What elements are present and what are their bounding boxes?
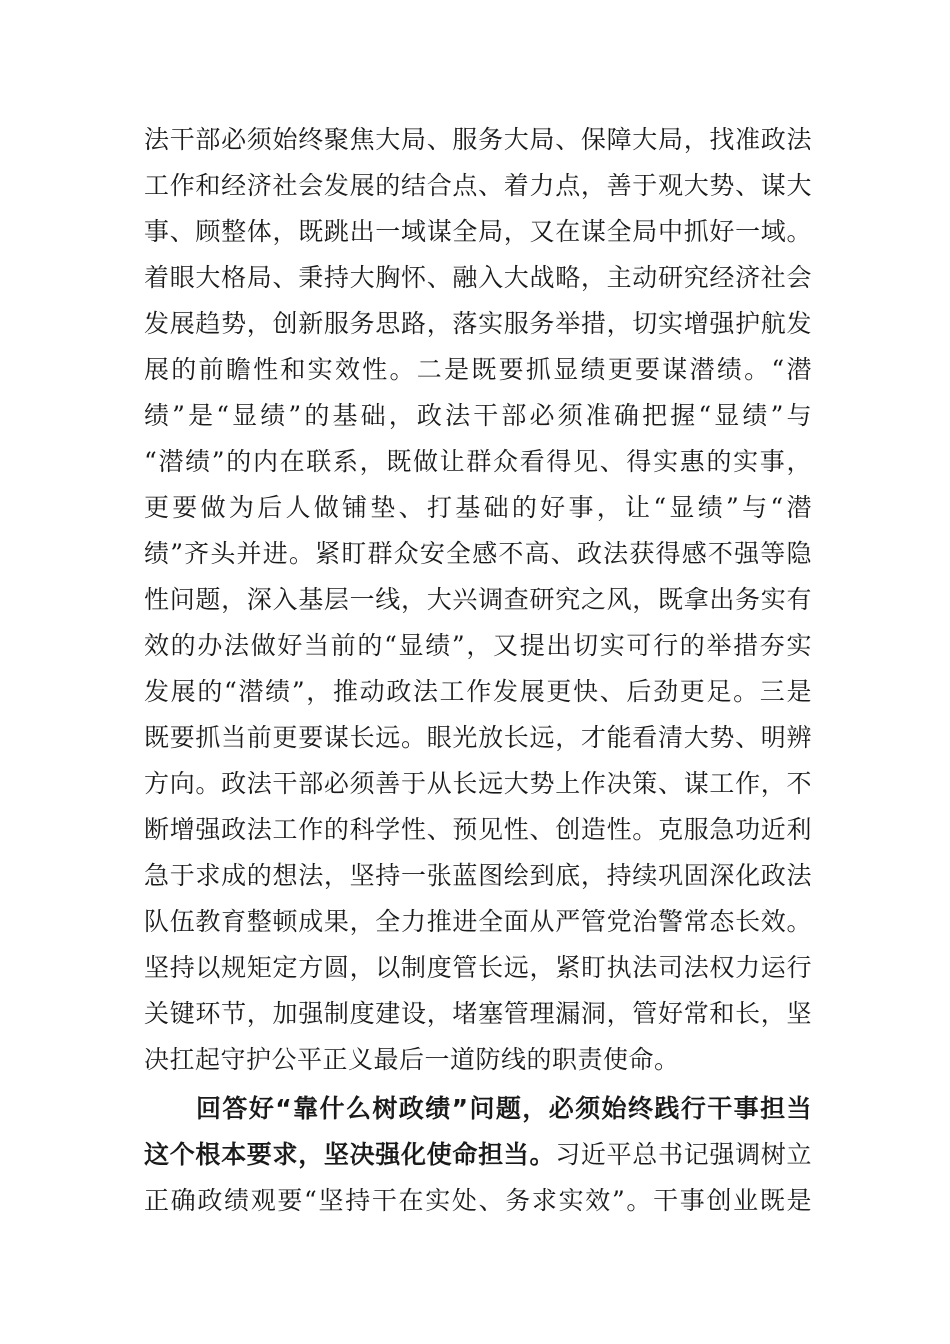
text-line: “潜绩”的内在联系，既做让群众看得见、得实惠的实事，: [144, 447, 812, 476]
text-line: 关键环节，加强制度建设，堵塞管理漏洞，管好常和长，坚: [144, 999, 812, 1028]
text-line: 队伍教育整顿成果，全力推进全面从严管党治警常态长效。: [144, 907, 812, 936]
text-line: 发展趋势，创新服务思路，落实服务举措，切实增强护航发: [144, 309, 812, 338]
text-line: 决扛起守护公平正义最后一道防线的职责使命。: [144, 1045, 680, 1074]
text-line: 急于求成的想法，坚持一张蓝图绘到底，持续巩固深化政法: [144, 861, 812, 890]
text-line: 坚持以规矩定方圆，以制度管长远，紧盯执法司法权力运行: [144, 953, 812, 982]
text-line: 展的前瞻性和实效性。二是既要抓显绩更要谋潜绩。“潜: [144, 355, 812, 384]
sentence-start: 习近平总书记强调树立: [555, 1140, 812, 1169]
text-line: 正确政绩观要“坚持干在实处、务求实效”。干事创业既是: [144, 1186, 812, 1215]
text-line: 方向。政法干部必须善于从长远大势上作决策、谋工作，不: [144, 769, 812, 798]
text-line: 法干部必须始终聚焦大局、服务大局、保障大局，找准政法: [144, 125, 812, 154]
text-line: 性问题，深入基层一线，大兴调查研究之风，既拿出务实有: [144, 585, 812, 614]
text-line: 发展的“潜绩”，推动政法工作发展更快、后劲更足。三是: [144, 677, 812, 706]
heading-line: 回答好“靠什么树政绩”问题，必须始终践行干事担当: [196, 1094, 812, 1123]
mixed-line: [144, 1132, 812, 1178]
text-line: 效的办法做好当前的“显绩”，又提出切实可行的举措夯实: [144, 631, 812, 660]
text-line: 事、顾整体，既跳出一域谋全局，又在谋全局中抓好一域。: [144, 217, 812, 246]
text-line: 既要抓当前更要谋长远。眼光放长远，才能看清大势、明辨: [144, 723, 812, 752]
text-line: 断增强政法工作的科学性、预见性、创造性。克服急功近利: [144, 815, 812, 844]
text-line: 工作和经济社会发展的结合点、着力点，善于观大势、谋大: [144, 171, 812, 200]
body-text: [144, 117, 812, 1224]
heading-tail: 这个根本要求，坚决强化使命担当。: [144, 1140, 556, 1169]
text-line: 绩”是“显绩”的基础，政法干部必须准确把握“显绩”与: [144, 401, 812, 430]
text-line: 着眼大格局、秉持大胸怀、融入大战略，主动研究经济社会: [144, 263, 812, 292]
text-line: 更要做为后人做铺垫、打基础的好事，让“显绩”与“潜: [144, 493, 812, 522]
text-line: 绩”齐头并进。紧盯群众安全感不高、政法获得感不强等隐: [144, 539, 812, 568]
